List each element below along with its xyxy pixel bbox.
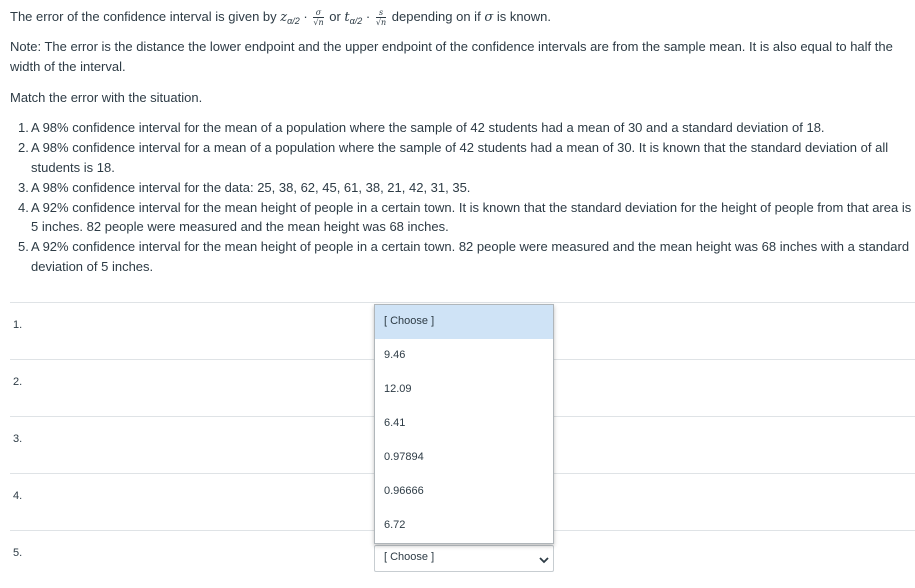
z-subscript: α/2 bbox=[287, 16, 300, 26]
match-row-label: 2. bbox=[13, 376, 23, 388]
dot-operator: · bbox=[303, 9, 308, 24]
situation-item bbox=[18, 138, 913, 177]
note-text: Note: The error is the distance the lower endpoint and the upper endpoint of the confidence intervals are from the sample mean. It is also equal to half the width of the interval. bbox=[10, 39, 893, 74]
or-word: or bbox=[329, 9, 341, 24]
t-subscript: α/2 bbox=[349, 16, 363, 26]
situation-item bbox=[18, 118, 913, 138]
dropdown-option[interactable] bbox=[375, 475, 553, 509]
match-row-label: 4. bbox=[13, 490, 23, 502]
intro-prefix: The error of the confidence interval is given by bbox=[10, 9, 277, 24]
situation-number: 2. bbox=[18, 140, 29, 155]
situation-number: 5. bbox=[18, 239, 29, 254]
answer-select-5-value: [ Choose ] bbox=[384, 551, 435, 563]
situation-number: 1. bbox=[18, 120, 29, 135]
option-label: 6.41 bbox=[384, 417, 406, 429]
frac-denominator-sqrt-n-2: √n bbox=[375, 18, 387, 28]
option-label: 9.46 bbox=[384, 349, 406, 361]
frac-denominator-sqrt-n: √n bbox=[313, 18, 324, 28]
situation-number: 3. bbox=[18, 179, 29, 195]
situation-text: A 92% confidence interval for the mean height of people in a certain town. 82 people were measured and the mean height was 68 inches with a standard deviation of 5 inches. bbox=[31, 239, 910, 274]
dropdown-option[interactable] bbox=[375, 441, 553, 475]
intro-suffix-b: is known. bbox=[496, 9, 552, 24]
option-label: 0.97894 bbox=[384, 451, 424, 463]
situation-item bbox=[18, 237, 913, 276]
option-label: 12.09 bbox=[384, 383, 412, 395]
match-row-label: 3. bbox=[13, 433, 23, 445]
dot-operator-2: · bbox=[365, 9, 371, 24]
situation-text: A 98% confidence interval for the data: 25, 38, 62, 45, 61, 38, 21, 42, 31, 35. bbox=[31, 179, 471, 195]
situation-text: A 98% confidence interval for a mean of a population where the sample of 42 students had a mean of 30. It is known that the standard deviation of all students is 18. bbox=[31, 140, 889, 175]
answer-select-5[interactable] bbox=[374, 545, 554, 572]
chevron-down-icon bbox=[538, 555, 550, 565]
situation-item bbox=[18, 198, 913, 237]
answer-dropdown-list bbox=[374, 304, 554, 544]
dropdown-option[interactable] bbox=[375, 407, 553, 441]
match-row-label: 5. bbox=[13, 547, 23, 559]
sigma-over-sqrt-n bbox=[313, 8, 323, 27]
dropdown-option[interactable] bbox=[375, 509, 553, 543]
dropdown-option[interactable] bbox=[375, 339, 553, 373]
match-row-label: 1. bbox=[13, 319, 23, 331]
z-symbol: z bbox=[280, 10, 288, 25]
situation-text: A 98% confidence interval for the mean of a population where the sample of 42 students had a mean of 30 and a standard deviation of 18. bbox=[31, 120, 825, 135]
dropdown-option[interactable] bbox=[375, 373, 553, 407]
situation-list bbox=[18, 118, 913, 277]
match-instruction: Match the error with the situation. bbox=[10, 90, 203, 105]
intro-suffix-a: depending on if bbox=[391, 9, 481, 24]
t-symbol: t bbox=[344, 10, 350, 25]
sigma-symbol: σ bbox=[484, 10, 494, 25]
frac-numerator-s: s bbox=[376, 8, 386, 18]
option-label: 6.72 bbox=[384, 519, 406, 531]
option-label: [ Choose ] bbox=[384, 315, 435, 327]
situation-item bbox=[18, 178, 913, 198]
situation-number: 4. bbox=[18, 199, 29, 215]
frac-numerator-sigma: σ bbox=[313, 8, 323, 18]
option-label: 0.96666 bbox=[384, 485, 424, 497]
situation-text: A 92% confidence interval for the mean height of people in a certain town. It is known that the standard deviation for the height of people from that area is 5 inches. 82 people were measured and the mean height was 68 inches. bbox=[31, 199, 912, 234]
s-over-sqrt-n bbox=[376, 8, 386, 27]
intro-text bbox=[10, 7, 910, 31]
dropdown-option-choose[interactable] bbox=[375, 305, 553, 339]
